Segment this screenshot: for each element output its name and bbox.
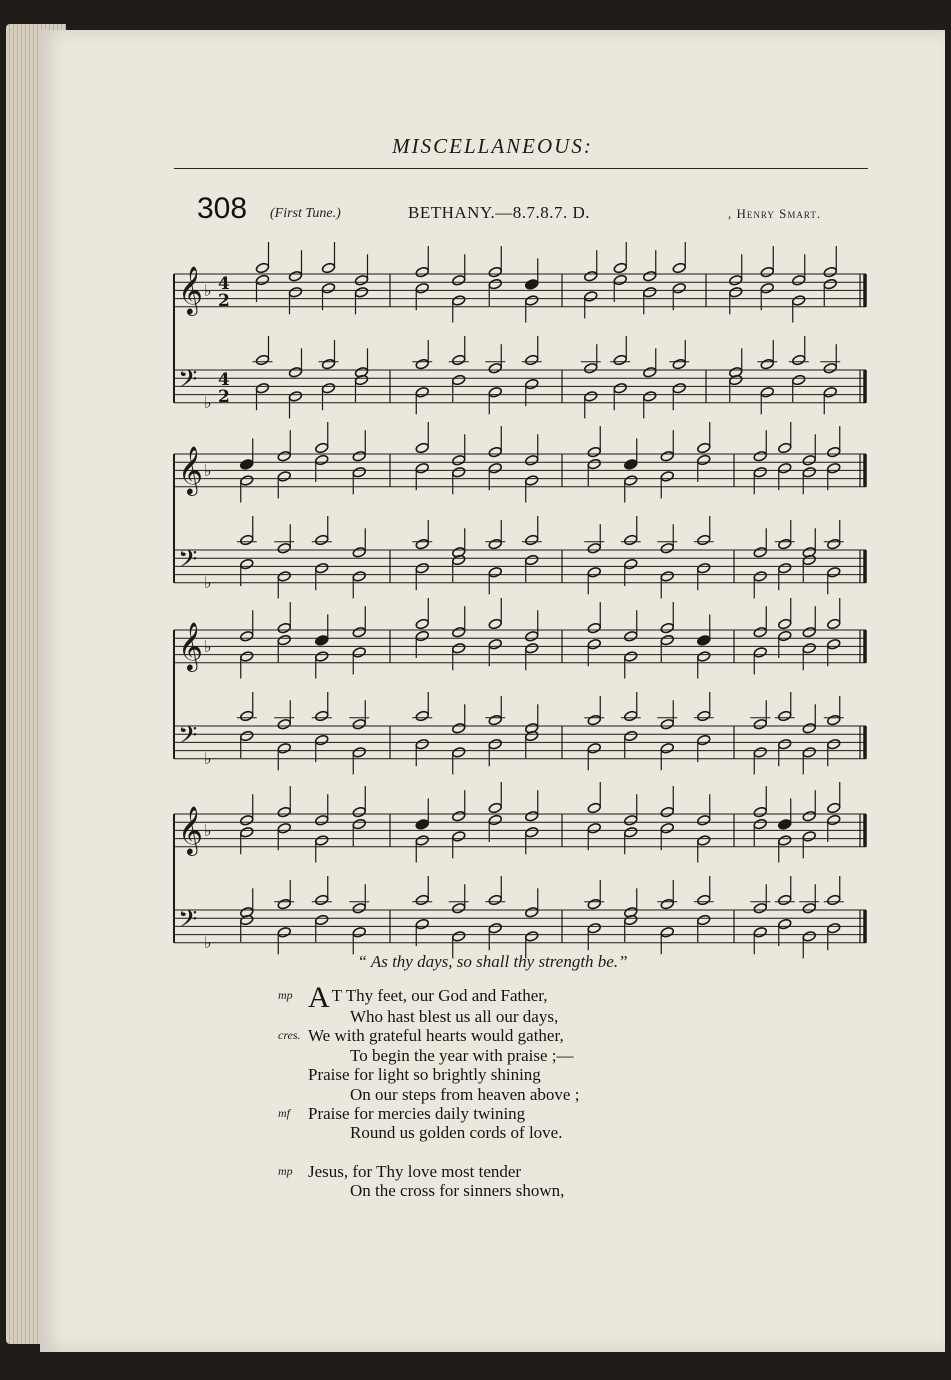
note-head: [660, 718, 674, 730]
note-head: [352, 466, 366, 478]
tune-note: (First Tune.): [270, 206, 341, 221]
note-head: [488, 638, 502, 650]
note-head: [643, 391, 657, 403]
note-head: [488, 738, 502, 750]
note-head: [488, 266, 502, 278]
note-head: [587, 922, 601, 934]
note-head: [488, 538, 502, 550]
note-head: [802, 747, 816, 759]
note-head: [792, 274, 806, 286]
note-head: [660, 571, 674, 583]
note-head: [587, 542, 601, 554]
note-head: [802, 722, 816, 734]
note-head: [415, 358, 429, 370]
note-head: [753, 626, 767, 638]
note-head: [587, 898, 601, 910]
note-head: [624, 558, 638, 570]
hymn-number: 308: [197, 192, 248, 225]
note-head: [240, 710, 254, 722]
note-head: [587, 802, 601, 814]
note-head: [753, 747, 767, 759]
note-head: [778, 738, 792, 750]
note-head: [352, 747, 366, 759]
treble-clef: 𝄞: [178, 621, 203, 670]
note-head: [624, 475, 638, 487]
note-head: [315, 562, 329, 574]
verse-line: [308, 1123, 728, 1142]
note-head: [525, 554, 539, 566]
music-score: [168, 226, 878, 966]
note-head: [643, 366, 657, 378]
note-head: [587, 622, 601, 634]
treble-clef: 𝄞: [178, 445, 203, 494]
note-head: [315, 914, 329, 926]
note-head: [255, 354, 269, 366]
note-head: [624, 459, 638, 471]
note-head: [613, 382, 627, 394]
note-head: [352, 926, 366, 938]
section-title: MISCELLANEOUS:: [392, 134, 593, 158]
note-head: [778, 462, 792, 474]
note-head: [277, 926, 291, 938]
note-head: [827, 738, 841, 750]
note-head: [315, 734, 329, 746]
note-head: [624, 814, 638, 826]
note-head: [729, 274, 743, 286]
note-head: [352, 450, 366, 462]
time-signature-top: 4: [218, 370, 230, 390]
note-head: [753, 718, 767, 730]
header-rule: [174, 168, 868, 169]
note-head: [802, 902, 816, 914]
note-head: [277, 742, 291, 754]
note-head: [352, 806, 366, 818]
note-head: [488, 566, 502, 578]
note-head: [697, 710, 711, 722]
bass-clef: 𝄢: [178, 545, 198, 580]
note-head: [643, 286, 657, 298]
note-head: [697, 635, 711, 647]
note-head: [753, 546, 767, 558]
dynamic-marking: mp: [278, 988, 293, 1002]
note-head: [660, 542, 674, 554]
note-head: [488, 278, 502, 290]
note-head: [415, 462, 429, 474]
note-head: [315, 894, 329, 906]
note-head: [415, 618, 429, 630]
note-head: [240, 534, 254, 546]
note-head: [315, 710, 329, 722]
note-head: [240, 558, 254, 570]
note-head: [823, 386, 837, 398]
note-head: [802, 810, 816, 822]
note-head: [488, 714, 502, 726]
note-head: [624, 826, 638, 838]
note-head: [488, 814, 502, 826]
note-head: [660, 806, 674, 818]
flat-sign: ♭: [204, 821, 212, 840]
note-head: [352, 902, 366, 914]
note-head: [697, 534, 711, 546]
note-head: [827, 446, 841, 458]
note-head: [352, 718, 366, 730]
note-head: [624, 651, 638, 663]
flat-sign: ♭: [204, 281, 212, 300]
verse-text: We with grateful hearts would gather,: [308, 1026, 564, 1046]
note-head: [753, 571, 767, 583]
note-head: [778, 918, 792, 930]
note-head: [827, 714, 841, 726]
note-head: [587, 458, 601, 470]
note-head: [415, 562, 429, 574]
note-head: [697, 914, 711, 926]
verse-line: [278, 1161, 728, 1181]
note-head: [315, 442, 329, 454]
note-head: [697, 894, 711, 906]
stanza-gap: [308, 1143, 728, 1162]
note-head: [255, 274, 269, 286]
note-head: [315, 814, 329, 826]
note-head: [587, 566, 601, 578]
note-head: [697, 562, 711, 574]
verse-text: Jesus, for Thy love most tender: [308, 1161, 522, 1181]
note-head: [240, 730, 254, 742]
note-head: [277, 822, 291, 834]
dynamic-marking: mp: [278, 1163, 293, 1178]
note-head: [760, 358, 774, 370]
note-head: [584, 270, 598, 282]
note-head: [452, 454, 466, 466]
note-head: [802, 626, 816, 638]
note-head: [415, 894, 429, 906]
note-head: [415, 738, 429, 750]
note-head: [802, 642, 816, 654]
note-head: [827, 618, 841, 630]
note-head: [587, 446, 601, 458]
note-head: [488, 386, 502, 398]
note-head: [792, 295, 806, 307]
treble-clef: 𝄞: [178, 805, 203, 854]
treble-clef: 𝄞: [178, 265, 203, 314]
note-head: [660, 450, 674, 462]
verse-text: To begin the year with praise ;—: [350, 1045, 574, 1065]
note-head: [802, 466, 816, 478]
flat-sign: ♭: [204, 461, 212, 480]
note-head: [660, 898, 674, 910]
note-head: [643, 270, 657, 282]
note-head: [354, 274, 368, 286]
note-head: [778, 630, 792, 642]
note-head: [584, 291, 598, 303]
note-head: [525, 454, 539, 466]
epigraph: “ As thy days, so shall thy strength be.”: [357, 952, 628, 971]
note-head: [488, 894, 502, 906]
note-head: [624, 710, 638, 722]
note-head: [624, 630, 638, 642]
bass-clef: 𝄢: [178, 365, 198, 400]
note-head: [352, 626, 366, 638]
note-head: [525, 475, 539, 487]
note-head: [352, 647, 366, 659]
note-head: [452, 626, 466, 638]
note-head: [415, 819, 429, 831]
note-head: [288, 286, 302, 298]
verse-line: [308, 1085, 728, 1104]
note-head: [452, 295, 466, 307]
note-head: [415, 538, 429, 550]
note-head: [753, 818, 767, 830]
verse-text: Praise for light so brightly shining: [308, 1065, 541, 1085]
note-head: [315, 635, 329, 647]
verse-line: [308, 1046, 728, 1065]
note-head: [452, 642, 466, 654]
note-head: [277, 450, 291, 462]
note-head: [315, 651, 329, 663]
verse-line: [308, 1007, 728, 1026]
note-head: [352, 546, 366, 558]
note-head: [778, 562, 792, 574]
note-head: [525, 630, 539, 642]
note-head: [255, 262, 269, 274]
note-head: [672, 382, 686, 394]
note-head: [240, 630, 254, 642]
note-head: [277, 622, 291, 634]
note-head: [802, 454, 816, 466]
note-head: [315, 534, 329, 546]
time-signature-bottom: 2: [218, 291, 230, 311]
note-head: [660, 634, 674, 646]
note-head: [525, 810, 539, 822]
note-head: [697, 814, 711, 826]
bass-clef: 𝄢: [178, 721, 198, 756]
note-head: [255, 382, 269, 394]
note-head: [823, 362, 837, 374]
note-head: [525, 642, 539, 654]
note-head: [415, 386, 429, 398]
note-head: [525, 534, 539, 546]
flat-sign: ♭: [204, 749, 212, 768]
note-head: [587, 714, 601, 726]
note-head: [277, 542, 291, 554]
note-head: [624, 534, 638, 546]
verse-text: On the cross for sinners shown,: [350, 1181, 565, 1201]
note-head: [415, 266, 429, 278]
verse-text: On our steps from heaven above ;: [350, 1084, 580, 1104]
note-head: [613, 262, 627, 274]
note-head: [525, 906, 539, 918]
note-head: [760, 282, 774, 294]
bass-clef: 𝄢: [178, 905, 198, 940]
note-head: [288, 270, 302, 282]
verse-text: Who hast blest us all our days,: [350, 1007, 559, 1026]
note-head: [277, 718, 291, 730]
note-head: [792, 354, 806, 366]
verse-line: [278, 1026, 728, 1046]
note-head: [240, 475, 254, 487]
note-head: [240, 814, 254, 826]
note-head: [277, 634, 291, 646]
note-head: [587, 742, 601, 754]
drop-capital: A: [308, 981, 330, 1014]
verse-line: [308, 1065, 728, 1084]
note-head: [452, 931, 466, 943]
note-head: [415, 282, 429, 294]
note-head: [321, 358, 335, 370]
note-head: [778, 894, 792, 906]
verse-text: Praise for mercies daily twining: [308, 1104, 526, 1124]
note-head: [584, 391, 598, 403]
note-head: [827, 566, 841, 578]
time-signature-bottom: 2: [218, 387, 230, 407]
note-head: [452, 722, 466, 734]
note-head: [660, 742, 674, 754]
composer: , Henry Smart.: [728, 206, 822, 221]
note-head: [753, 902, 767, 914]
note-head: [624, 730, 638, 742]
note-head: [827, 462, 841, 474]
note-head: [352, 818, 366, 830]
flat-sign: ♭: [204, 933, 212, 952]
note-head: [753, 647, 767, 659]
note-head: [452, 831, 466, 843]
book-page: [40, 30, 945, 1352]
note-head: [488, 462, 502, 474]
flat-sign: ♭: [204, 637, 212, 656]
note-head: [415, 710, 429, 722]
note-head: [823, 278, 837, 290]
note-head: [321, 282, 335, 294]
note-head: [778, 538, 792, 550]
note-head: [488, 618, 502, 630]
note-head: [525, 931, 539, 943]
note-head: [753, 466, 767, 478]
note-head: [525, 295, 539, 307]
flat-sign: ♭: [204, 573, 212, 592]
note-head: [488, 922, 502, 934]
note-head: [660, 822, 674, 834]
note-head: [697, 651, 711, 663]
flat-sign: ♭: [204, 393, 212, 412]
note-head: [288, 366, 302, 378]
note-head: [452, 810, 466, 822]
note-head: [660, 622, 674, 634]
note-head: [778, 618, 792, 630]
note-head: [488, 362, 502, 374]
note-head: [672, 358, 686, 370]
note-head: [729, 286, 743, 298]
note-head: [827, 538, 841, 550]
note-head: [321, 382, 335, 394]
note-head: [827, 894, 841, 906]
note-head: [778, 835, 792, 847]
note-head: [660, 926, 674, 938]
note-head: [587, 638, 601, 650]
note-head: [277, 571, 291, 583]
note-head: [778, 710, 792, 722]
note-head: [827, 922, 841, 934]
note-head: [827, 802, 841, 814]
note-head: [488, 446, 502, 458]
note-head: [525, 378, 539, 390]
note-head: [792, 374, 806, 386]
verse-text: Round us golden cords of love.: [350, 1123, 563, 1143]
note-head: [613, 354, 627, 366]
note-head: [315, 835, 329, 847]
note-head: [672, 262, 686, 274]
note-head: [827, 638, 841, 650]
verse-line: [278, 1104, 728, 1124]
note-head: [488, 802, 502, 814]
note-head: [760, 266, 774, 278]
note-head: [697, 442, 711, 454]
note-head: [760, 386, 774, 398]
note-head: [452, 747, 466, 759]
note-head: [288, 391, 302, 403]
note-head: [415, 835, 429, 847]
verse-text: T Thy feet, our God and Father,: [331, 986, 548, 1005]
note-head: [778, 819, 792, 831]
note-head: [525, 354, 539, 366]
hymn-verse: [278, 981, 728, 1201]
note-head: [452, 274, 466, 286]
note-head: [753, 806, 767, 818]
note-head: [778, 442, 792, 454]
note-head: [240, 651, 254, 663]
note-head: [587, 822, 601, 834]
time-signature-top: 4: [218, 274, 230, 294]
note-head: [415, 918, 429, 930]
verse-line: [278, 981, 728, 1014]
note-head: [827, 814, 841, 826]
note-head: [753, 926, 767, 938]
note-head: [452, 902, 466, 914]
note-head: [802, 831, 816, 843]
note-head: [753, 450, 767, 462]
note-head: [352, 571, 366, 583]
note-head: [672, 282, 686, 294]
note-head: [452, 374, 466, 386]
note-head: [697, 454, 711, 466]
note-head: [240, 826, 254, 838]
note-head: [277, 471, 291, 483]
note-head: [525, 826, 539, 838]
note-head: [277, 898, 291, 910]
note-head: [525, 279, 539, 291]
note-head: [321, 262, 335, 274]
note-head: [315, 454, 329, 466]
note-head: [697, 835, 711, 847]
note-head: [452, 466, 466, 478]
tune-name: BETHANY.—8.7.8.7. D.: [408, 203, 591, 222]
note-head: [823, 266, 837, 278]
note-head: [660, 471, 674, 483]
note-head: [613, 274, 627, 286]
note-head: [277, 806, 291, 818]
note-head: [452, 354, 466, 366]
note-head: [354, 286, 368, 298]
verse-line: [308, 1181, 728, 1200]
note-head: [415, 630, 429, 642]
note-head: [584, 362, 598, 374]
dynamic-marking: mf: [278, 1106, 290, 1121]
note-head: [697, 734, 711, 746]
note-head: [415, 442, 429, 454]
note-head: [802, 931, 816, 943]
note-head: [240, 459, 254, 471]
dynamic-marking: cres.: [278, 1028, 301, 1043]
